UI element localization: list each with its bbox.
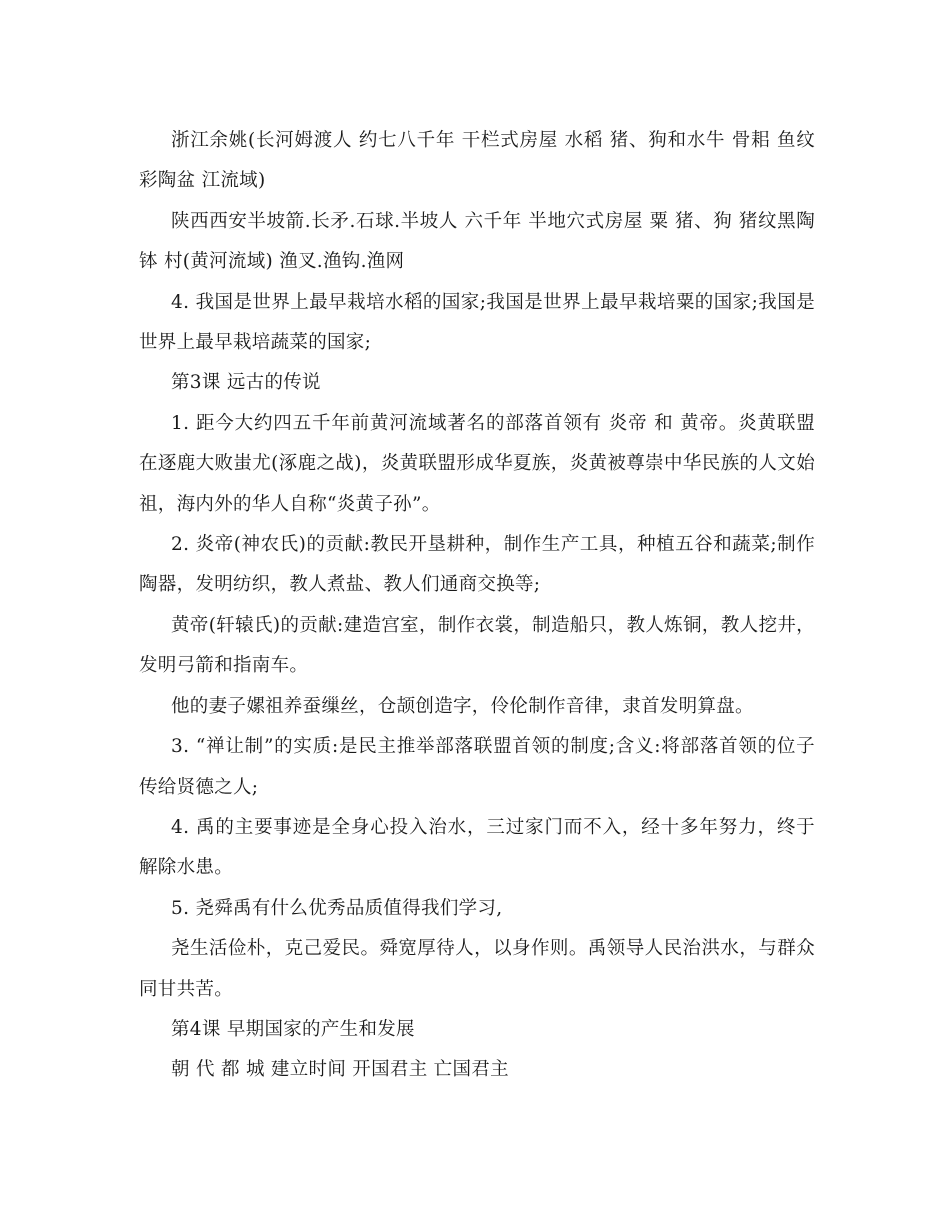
paragraph-inventions: 他的妻子嫘祖养蚕缫丝，仓颉创造字，伶伦制作音律，隶首发明算盘。	[171, 695, 754, 717]
paragraph-huangdi: 黄帝(轩辕氏)的贡献:建造宫室，制作衣裳，制造船只，教人炼铜，教人挖井，发明弓箭和指南车。	[139, 614, 815, 677]
lesson-4-heading: 第4课 早期国家的产生和发展	[171, 1018, 415, 1040]
paragraph-banpo: 陕西西安半坡箭.长矛.石球.半坡人 六千年 半地穴式房屋 粟 猪、狗 猪纹黑陶钵 村(黄河流域) 渔叉.渔钩.渔网	[139, 210, 815, 273]
paragraph-point-3-shanrang: 3. “禅让制”的实质:是民主推举部落联盟首领的制度;含义:将部落首领的位子传给贤德之人;	[139, 736, 815, 798]
document-body	[139, 121, 815, 1091]
paragraph-point-2-yandi: 2. 炎帝(神农氏)的贡献:教民开垦耕种，制作生产工具，种植五谷和蔬菜;制作陶器，发明纺织，教人煮盐、教人们通商交换等;	[139, 534, 815, 596]
paragraph-point-4-crops: 4. 我国是世界上最早栽培水稻的国家;我国是世界上最早栽培粟的国家;我国是世界上最早栽培蔬菜的国家;	[139, 291, 815, 354]
paragraph-point-1-yanhuang: 1. 距今大约四五千年前黄河流域著名的部落首领有 炎帝 和 黄帝。炎黄联盟在逐鹿大败蚩尤(涿鹿之战)，炎黄联盟形成华夏族，炎黄被尊崇中华民族的人文始祖，海内外的华人自称“炎黄子孙”。	[139, 412, 815, 515]
paragraph-point-5-question: 5. 尧舜禹有什么优秀品质值得我们学习,	[171, 897, 503, 919]
paragraph-virtues: 尧生活俭朴，克己爱民。舜宽厚待人，以身作则。禹领导人民治洪水，与群众同甘共苦。	[139, 938, 815, 1000]
lesson-3-heading: 第3课 远古的传说	[171, 372, 321, 394]
paragraph-hemudu: 浙江余姚(长河姆渡人 约七八千年 干栏式房屋 水稻 猪、狗和水牛 骨耜 鱼纹彩陶盆 江流域)	[139, 130, 815, 192]
paragraph-point-4-yu: 4. 禹的主要事迹是全身心投入治水，三过家门而不入，经十多年努力，终于解除水患。	[139, 816, 815, 879]
table-header-row: 朝 代 都 城 建立时间 开国君主 亡国君主	[171, 1059, 509, 1081]
